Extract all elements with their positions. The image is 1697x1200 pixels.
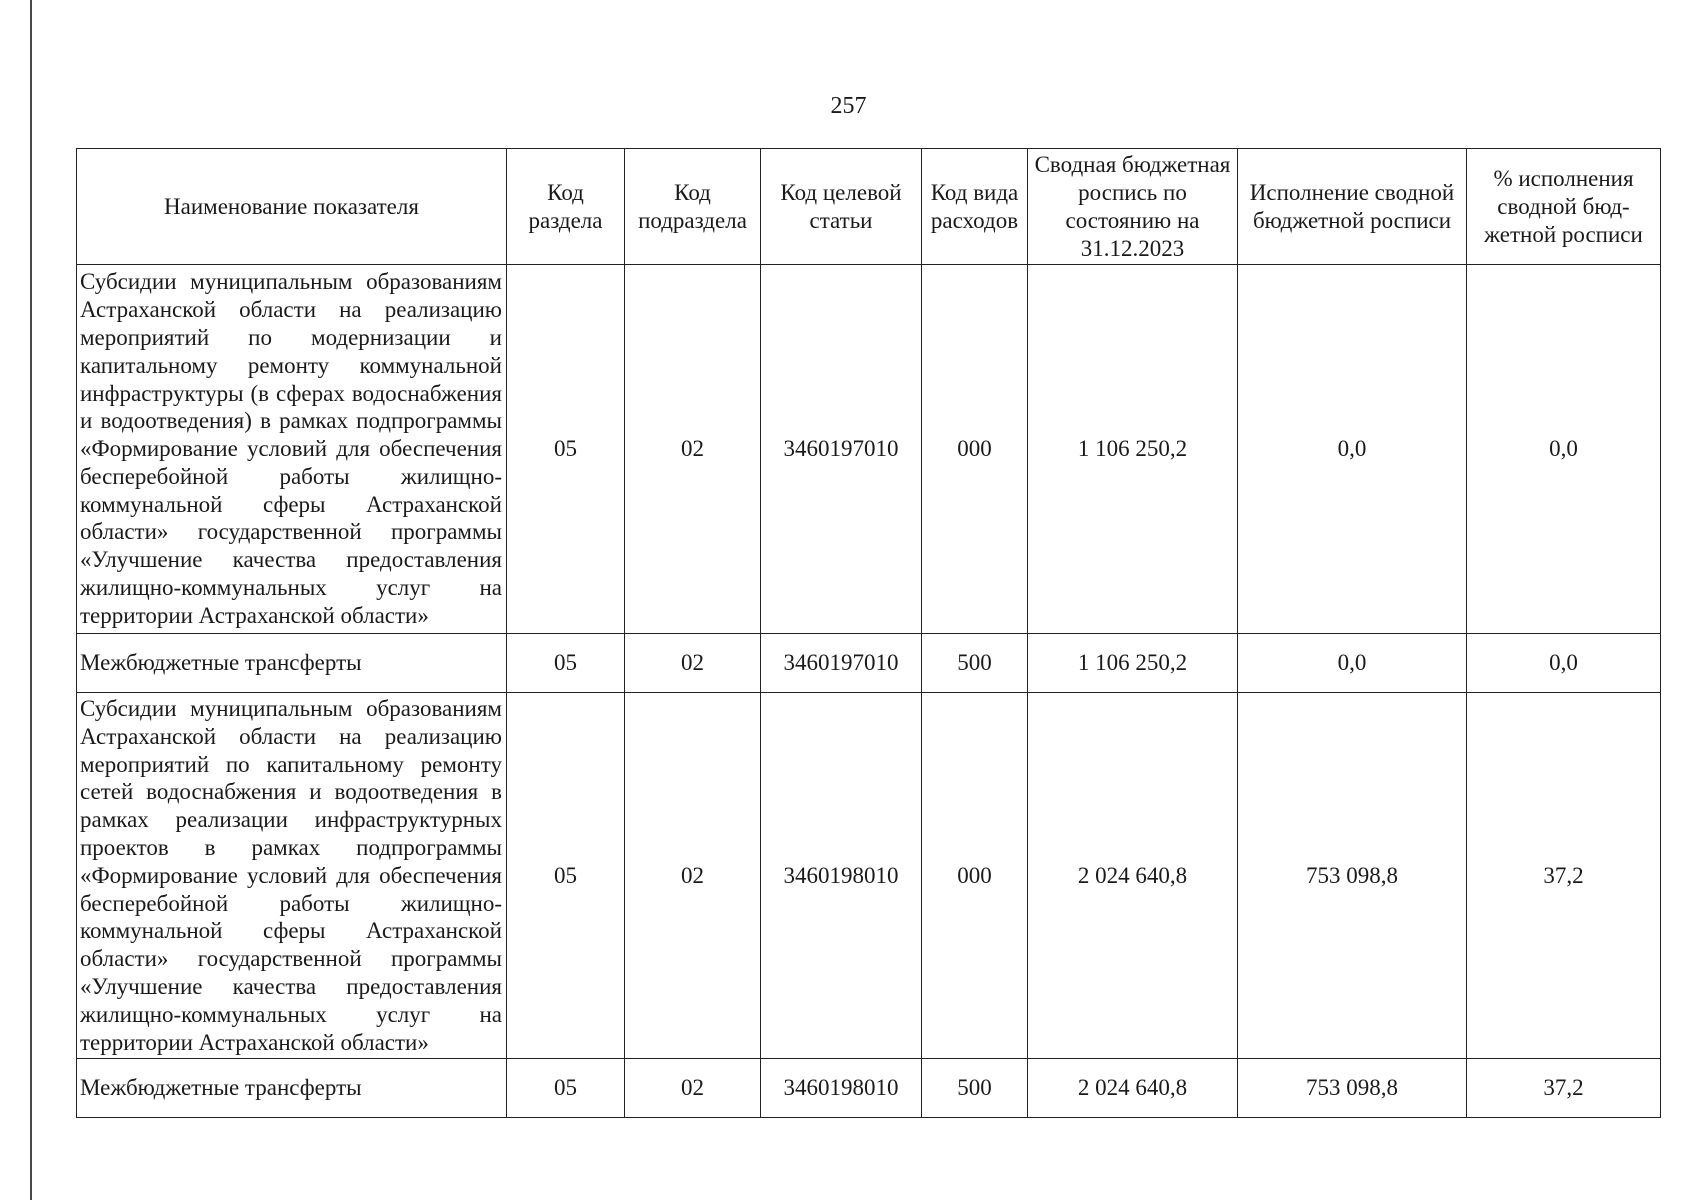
cell-subsection-code: 02	[625, 693, 761, 1059]
cell-expense-type-code: 500	[922, 1059, 1028, 1118]
cell-indicator-name: Межбюджетные трансферты	[77, 1059, 507, 1118]
header-subsection-code: Код подраздела	[625, 149, 761, 265]
table-header-row	[77, 149, 1661, 265]
cell-budget-execution: 753 098,8	[1238, 693, 1467, 1059]
cell-target-code: 3460198010	[761, 1059, 922, 1118]
cell-indicator-name: Субсидии муниципальным образованиям Астраханской области на реализацию мероприятий по капитальному ремонту сетей водоснабжения и водоотведения в рамках реализации инфраструктурных проектов в рамках подпрограммы «Формирование условий для обеспечения бесперебойной работы жилищно-коммунальной сферы Астраханской области» государственной программы «Улучшение качества предоставления жилищно-коммунальных услуг на территории Астраханской области»	[77, 693, 507, 1059]
table-body	[77, 265, 1661, 1118]
cell-budget-listing: 2 024 640,8	[1028, 1059, 1238, 1118]
cell-expense-type-code: 000	[922, 265, 1028, 634]
cell-target-code: 3460198010	[761, 693, 922, 1059]
budget-execution-table	[76, 148, 1661, 1118]
table-header	[77, 149, 1661, 265]
cell-section-code: 05	[507, 693, 625, 1059]
cell-execution-percent: 0,0	[1467, 634, 1661, 693]
header-budget-listing: Сводная бюджетная роспись по состоянию на 31.12.2023	[1028, 149, 1238, 265]
header-indicator-name: Наименование показателя	[77, 149, 507, 265]
table-row	[77, 265, 1661, 634]
cell-indicator-name: Субсидии муниципальным образованиям Астраханской области на реализацию мероприятий по модернизации и капитальному ремонту коммунальной инфраструктуры (в сферах водоснабжения и водоотведения) в рамках подпрограммы «Формирование условий для обеспечения бесперебойной работы жилищно-коммунальной сферы Астраханской области» государственной программы «Улучшение качества предоставления жилищно-коммунальных услуг на территории Астраханской области»	[77, 265, 507, 634]
cell-target-code: 3460197010	[761, 265, 922, 634]
cell-expense-type-code: 000	[922, 693, 1028, 1059]
cell-execution-percent: 0,0	[1467, 265, 1661, 634]
header-target-code: Код целевой статьи	[761, 149, 922, 265]
table-row	[77, 634, 1661, 693]
cell-subsection-code: 02	[625, 1059, 761, 1118]
cell-execution-percent: 37,2	[1467, 693, 1661, 1059]
cell-budget-execution: 0,0	[1238, 265, 1467, 634]
cell-subsection-code: 02	[625, 634, 761, 693]
cell-section-code: 05	[507, 1059, 625, 1118]
cell-subsection-code: 02	[625, 265, 761, 634]
binding-margin-line	[30, 0, 32, 1200]
cell-budget-listing: 1 106 250,2	[1028, 265, 1238, 634]
header-expense-type-code: Код вида расходов	[922, 149, 1028, 265]
table-row	[77, 693, 1661, 1059]
cell-section-code: 05	[507, 265, 625, 634]
header-execution-percent: % исполнения сводной бюд-жетной росписи	[1467, 149, 1661, 265]
table-row	[77, 1059, 1661, 1118]
cell-section-code: 05	[507, 634, 625, 693]
header-section-code: Код раздела	[507, 149, 625, 265]
cell-budget-execution: 0,0	[1238, 634, 1467, 693]
header-budget-execution: Исполнение сводной бюджетной росписи	[1238, 149, 1467, 265]
cell-budget-listing: 2 024 640,8	[1028, 693, 1238, 1059]
cell-execution-percent: 37,2	[1467, 1059, 1661, 1118]
cell-budget-listing: 1 106 250,2	[1028, 634, 1238, 693]
cell-expense-type-code: 500	[922, 634, 1028, 693]
cell-target-code: 3460197010	[761, 634, 922, 693]
cell-budget-execution: 753 098,8	[1238, 1059, 1467, 1118]
cell-indicator-name: Межбюджетные трансферты	[77, 634, 507, 693]
page-number: 257	[830, 93, 867, 119]
